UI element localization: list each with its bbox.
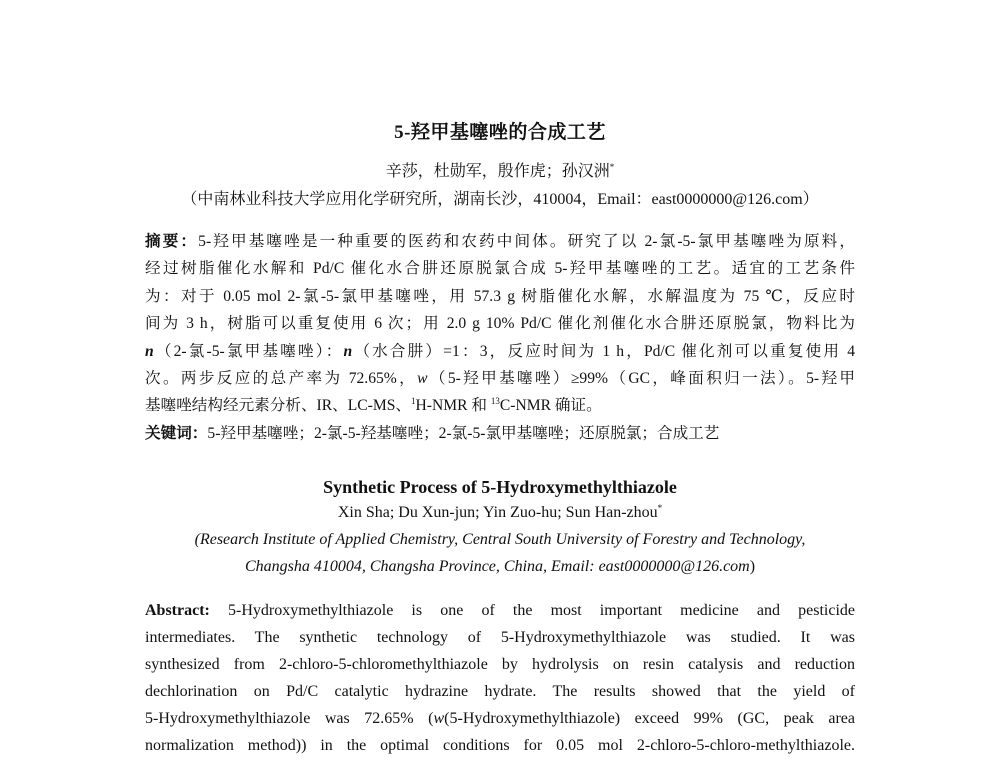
affiliation-close: ) [749, 558, 756, 575]
keywords-label: 关键词： [145, 424, 208, 442]
abstract-text: 5-Hydroxymethylthiazole is one of the most important medicine and pesticide [209, 602, 855, 619]
corresponding-author-mark: * [609, 162, 615, 172]
abstract-line [145, 392, 855, 419]
chinese-title: 5-羟甲基噻唑的合成工艺 [394, 122, 606, 143]
abstract-line: 间为 3 h，树脂可以重复使用 6 次；用 2.0 g 10% Pd/C 催化剂催化水合肼还原脱氯，物料比为 [145, 315, 855, 333]
english-affiliation-line2 [0, 558, 1000, 576]
abstract-line: normalization method)) in the optimal conditions for 0.05 mol 2-chloro-5-chloro-methylthiazole. [145, 737, 855, 754]
abstract-line [145, 338, 855, 365]
superscript: 13 [490, 396, 500, 407]
abstract-text: 基噻唑结构经元素分析、IR、LC-MS、 [145, 397, 411, 415]
chinese-abstract-label: 摘要： [145, 233, 199, 250]
corresponding-author-mark: * [657, 503, 663, 513]
keywords-line [145, 420, 855, 447]
abstract-text: 5-Hydroxymethylthiazole was 72.65% ( [145, 710, 434, 727]
english-authors [0, 504, 1000, 522]
abstract-line [145, 365, 855, 392]
abstract-text: （5-羟甲基噻唑）≥99%（GC，峰面积归一法）。5-羟甲 [427, 369, 855, 387]
english-abstract-label: Abstract: [145, 602, 210, 619]
abstract-line [145, 228, 855, 255]
keywords-text: 5-羟甲基噻唑；2-氯-5-羟基噻唑；2-氯-5-氯甲基噻唑；还原脱氯；合成工艺 [207, 424, 720, 442]
abstract-line: 为：对于 0.05 mol 2-氯-5-氯甲基噻唑，用 57.3 g 树脂催化水解，水解温度为 75 ℃，反应时 [145, 287, 855, 305]
abstract-text: H-NMR 和 [415, 397, 491, 415]
english-affiliation-line1: (Research Institute of Applied Chemistry, Central South University of Forestry and Technology, [194, 531, 806, 548]
english-abstract [145, 597, 855, 759]
variable-w: w [417, 369, 428, 387]
chinese-authors [0, 158, 1000, 181]
affiliation-text: Changsha 410004, Changsha Province, China, Email: east0000000@126.com [244, 558, 750, 575]
abstract-line: synthesized from 2-chloro-5-chloromethylthiazole by hydrolysis on resin catalysis and reduction [145, 656, 855, 673]
abstract-text: （2-氯-5-氯甲基噻唑）： [153, 342, 344, 360]
abstract-text: 次。两步反应的总产率为 72.65%， [145, 369, 418, 387]
english-author-list: Xin Sha; Du Xun-jun; Yin Zuo-hu; Sun Han-zhou [337, 504, 658, 521]
variable-w: w [433, 710, 445, 727]
english-title: Synthetic Process of 5-Hydroxymethylthiazole [323, 477, 677, 497]
variable-n: n [145, 342, 154, 360]
abstract-text: C-NMR 确证。 [499, 397, 602, 415]
chinese-affiliation: （中南林业科技大学应用化学研究所，湖南长沙，410004，Email：east0000000@126.com） [181, 191, 819, 208]
chinese-author-list: 辛莎，杜勋军，殷作虎；孙汉洲 [385, 163, 610, 180]
variable-n: n [343, 342, 353, 360]
abstract-line: dechlorination on Pd/C catalytic hydrazine hydrate. The results showed that the yield of [145, 683, 855, 700]
abstract-line: 经过树脂催化水解和 Pd/C 催化水合肼还原脱氯合成 5-羟甲基噻唑的工艺。适宜的工艺条件 [145, 260, 855, 278]
chinese-abstract [145, 228, 855, 447]
abstract-text: (5-Hydroxymethylthiazole) exceed 99% (GC, peak area [444, 710, 856, 727]
abstract-line: intermediates. The synthetic technology of 5-Hydroxymethylthiazole was studied. It was [145, 629, 855, 646]
abstract-line [145, 597, 855, 624]
abstract-text: （水合肼）=1：3，反应时间为 1 h，Pd/C 催化剂可以重复使用 4 [352, 342, 855, 360]
abstract-line [145, 705, 855, 732]
abstract-text: 5-羟甲基噻唑是一种重要的医药和农药中间体。研究了以 2-氯-5-氯甲基噻唑为原料， [198, 233, 855, 250]
superscript: 1 [410, 396, 416, 407]
